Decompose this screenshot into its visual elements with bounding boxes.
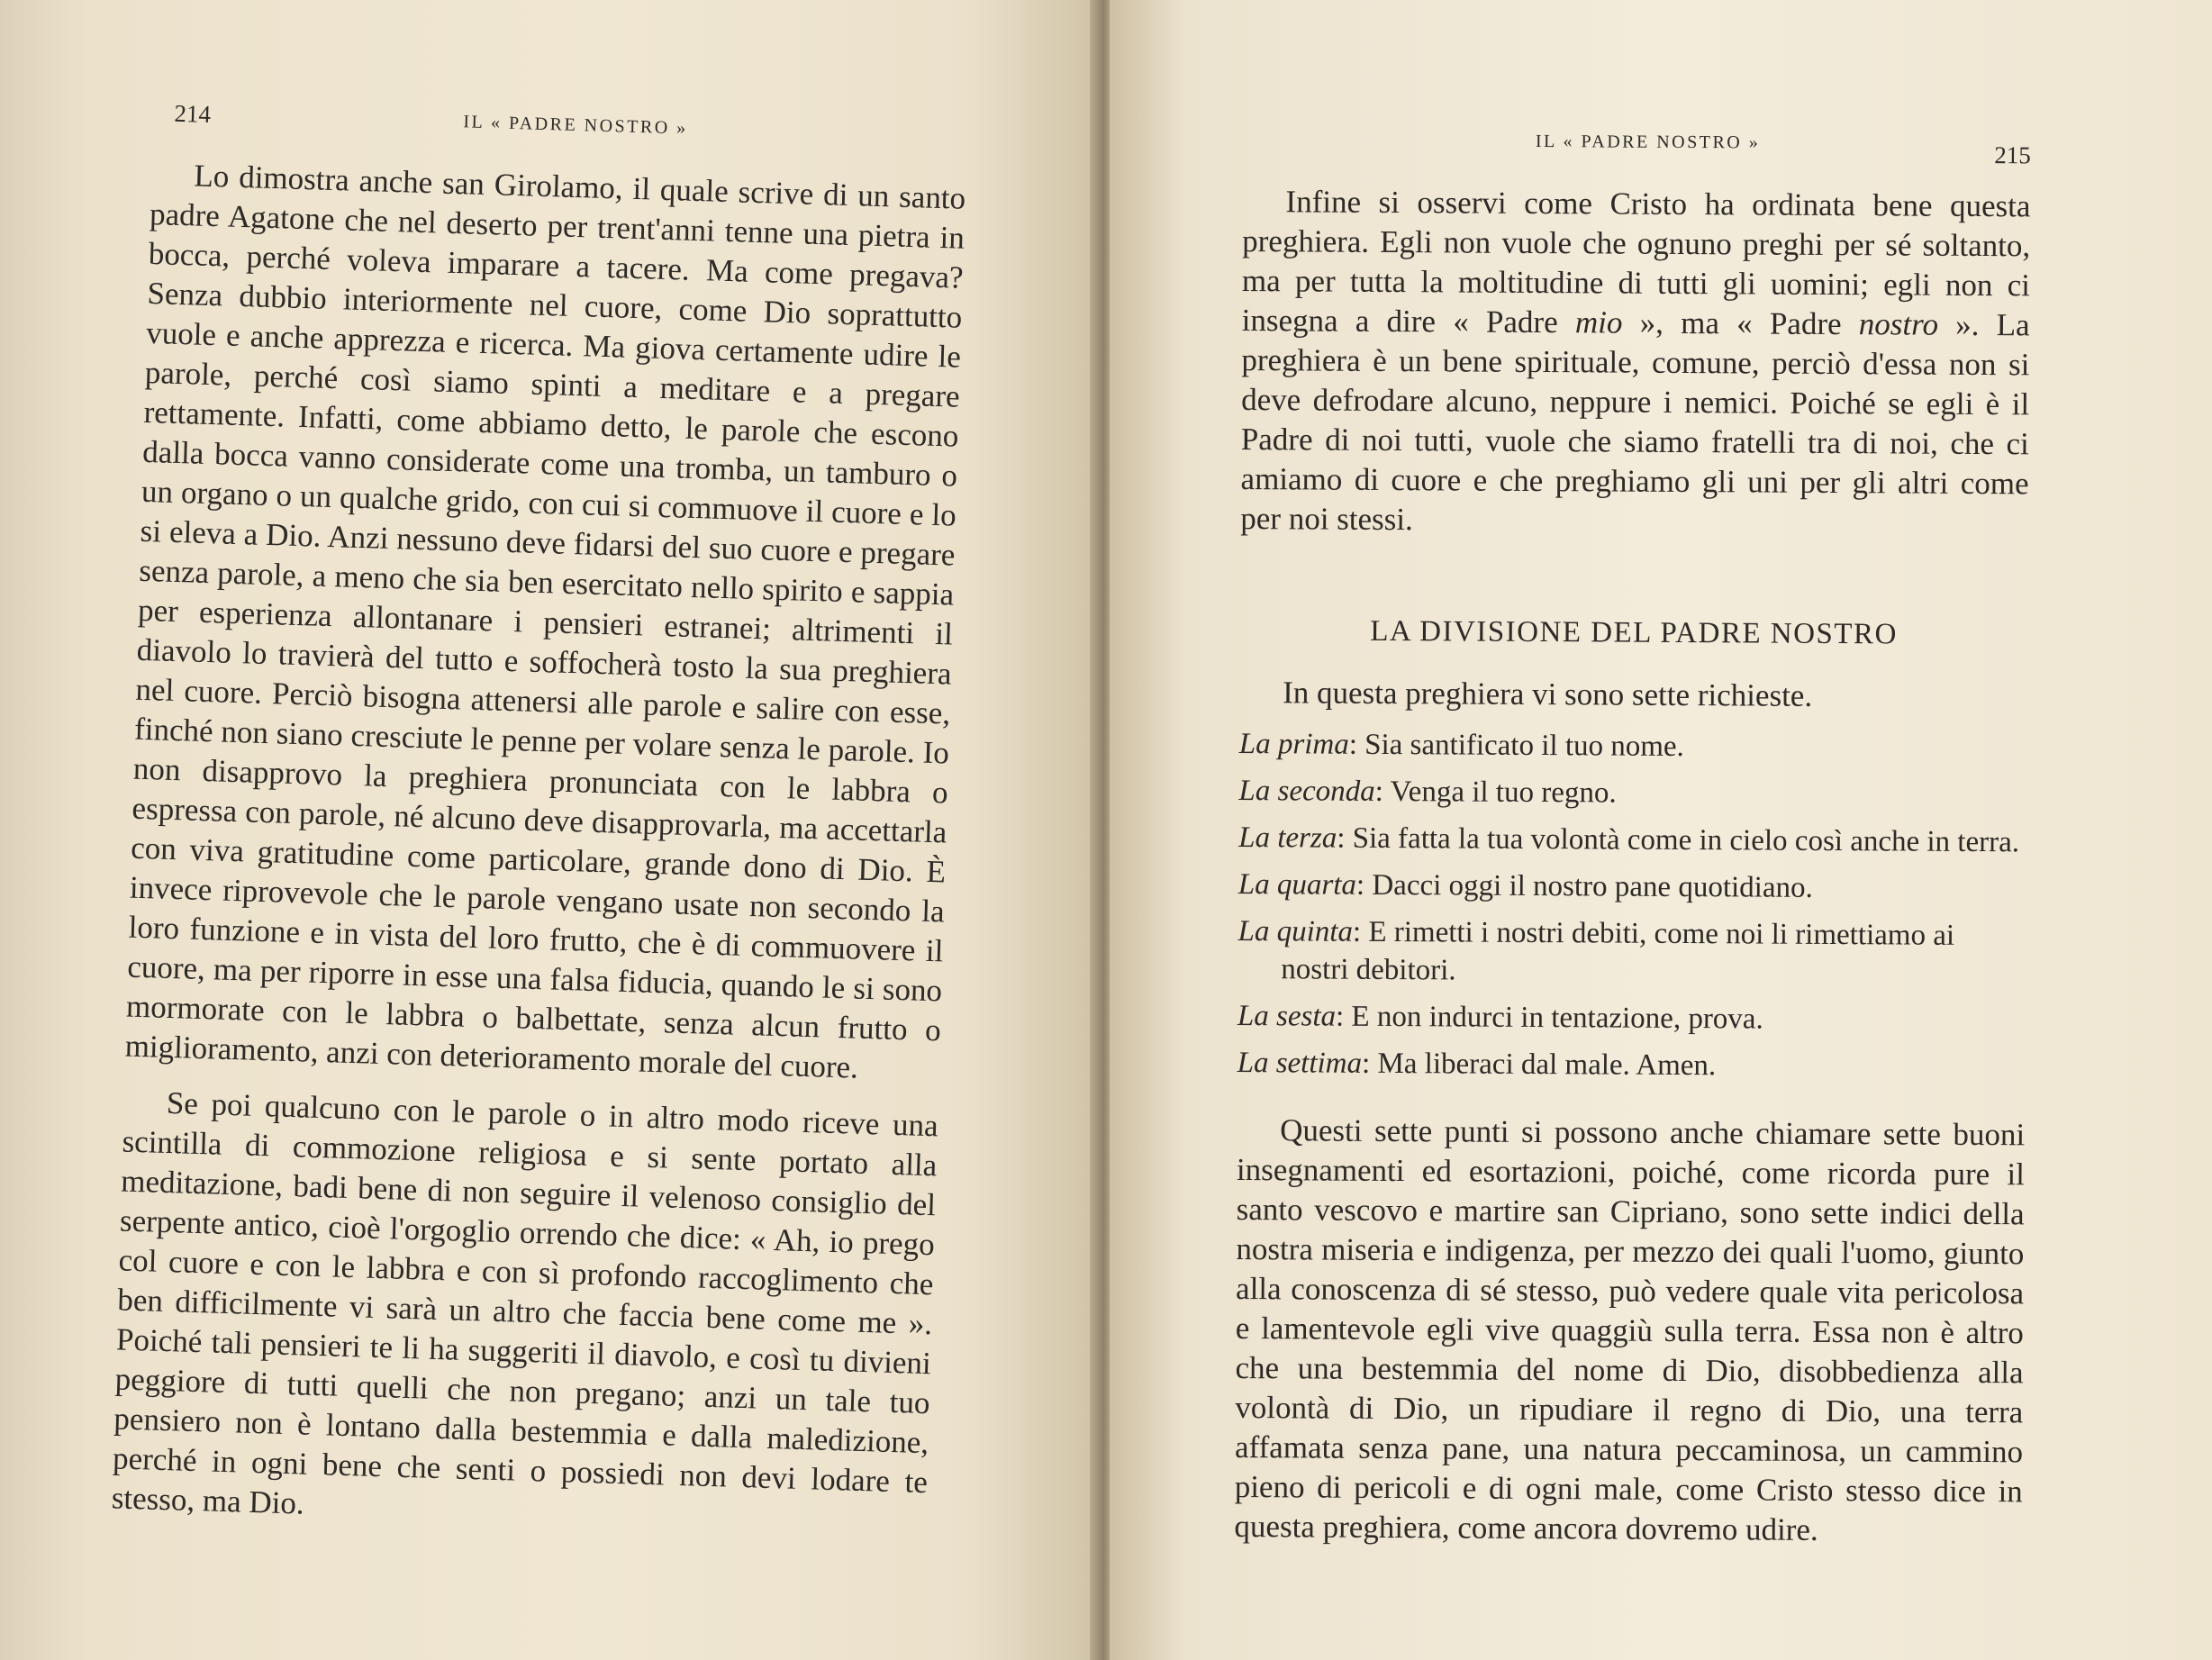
request-text: : Sia santificato il tuo nome. bbox=[1348, 728, 1684, 764]
request-label: La seconda bbox=[1238, 774, 1375, 808]
request-item bbox=[1237, 912, 2026, 993]
emphasis-mio: mio bbox=[1574, 304, 1623, 340]
request-label: La sesta bbox=[1237, 999, 1337, 1033]
left-header bbox=[152, 99, 968, 159]
left-paragraph: Lo dimostra anche san Girolamo, il quale scrive di un santo padre Agatone che nel deserto per trent'anni tenne una pietra in bocca, perché voleva imparare a tacere. Ma come pregava? Senza dubbio interiormente nel cuore, come Dio soprattutto vuole e anche apprezza e ricerca. Ma giova certamente udire le parole, perché così siamo spinti a meditare e a pregare rettamente. Infatti, come abbiamo detto, le parole che escono dalla bocca vanno considerate come una tromba, un tamburo o un organo o un qualche grido, con cui si commuove il cuore e lo si eleva a Dio. Anzi nessuno deve fidarsi del suo cuore e pregare senza parole, a meno che sia ben esercitato nello spirito e sappia per esperienza allontanare i pensieri estranei; altrimenti il diavolo lo travierà del tutto e soffocherà tosto la sua preghiera nel cuore. Perciò bisogna attenersi alle parole e salire con esse, finché non siano cresciute le penne per volare senza le parole. Io non disapprovo la preghiera pronunciata con le labbra o espressa con parole, né alcuno deve disapprovarla, ma accettarla con viva gratitudine come particolare, grande dono di Dio. È invece riprovevole che le parole vengano usate non secondo la loro funzione e in vista del loro frutto, che è di commuovere il cuore, ma per riporre in esse una falsa fiducia, quando le si sono mormorate con le labbra o balbettate, senza alcun frutto o miglioramento, anzi con deterioramento morale del cuore. bbox=[124, 158, 966, 1085]
request-text: : Ma liberaci dal male. Amen. bbox=[1361, 1047, 1717, 1083]
request-label: La quarta bbox=[1237, 867, 1357, 902]
request-item bbox=[1237, 1044, 2026, 1086]
request-item bbox=[1239, 725, 2027, 767]
request-item bbox=[1238, 772, 2026, 814]
intro-text: Infine si osservi come Cristo ha ordinata bene questa preghiera. Egli non vuole che ognuno preghi per sé soltanto, ma per tutta la moltitudine di tutti gli uomini; egli non ci insegna a dire « Padre bbox=[1241, 184, 2031, 340]
request-label: La terza bbox=[1238, 821, 1337, 855]
closing-paragraph: Questi sette punti si possono anche chiamare sette buoni insegnamenti ed esortazioni, poiché, come ricorda pure il santo vescovo e martire san Cipriano, sono sette indici della nostra miseria e indigenza, per mezzo dei quali l'uomo, giunto alla conoscenza di sé stesso, può vedere quale vita pericolosa e lamentevole egli vive quaggiù sulla terra. Essa non è altro che una bestemmia del nome di Dio, disobbedienza alla volontà di Dio, un ripudiare il regno di Dio, una terra affamata senza pane, una natura peccaminosa, un cammino pieno di pericoli e di ogni male, come Cristo stesso dice in questa preghiera, come ancora dovremo udire. bbox=[1234, 1112, 2026, 1547]
right-page-content bbox=[1234, 126, 2031, 1551]
request-item bbox=[1238, 819, 2026, 861]
requests-list bbox=[1237, 725, 2027, 1086]
request-text: : Dacci oggi il nostro pane quotidiano. bbox=[1355, 868, 1813, 904]
right-header bbox=[1243, 126, 2031, 167]
request-item bbox=[1238, 866, 2026, 908]
page-number-right: 215 bbox=[1994, 141, 2031, 169]
intro-text: ». La preghiera è un bene spirituale, comune, perciò d'essa non si deve defrodare alcuno, neppure i nemici. Poiché se egli è il Padre di noi tutti, vuole che siamo fratelli tra di noi, che ci amiamo di cuore e che preghiamo gli uni per gli altri come per noi stessi. bbox=[1240, 306, 2030, 538]
request-text: : Venga il tuo regno. bbox=[1374, 775, 1617, 810]
intro-text: », ma « Padre bbox=[1622, 304, 1859, 342]
page-number-left: 214 bbox=[174, 99, 212, 128]
left-page bbox=[0, 0, 1101, 1660]
requests-intro: In questa preghiera vi sono sette richieste. bbox=[1283, 675, 1813, 713]
request-item bbox=[1237, 997, 2026, 1039]
request-text: : Sia fatta la tua volontà come in cielo così anche in terra. bbox=[1337, 821, 2020, 859]
emphasis-nostro: nostro bbox=[1858, 306, 1939, 342]
request-text: : E non indurci in tentazione, prova. bbox=[1335, 1000, 1763, 1036]
request-label: La settima bbox=[1237, 1046, 1363, 1080]
running-head-right: IL « PADRE NOSTRO » bbox=[1535, 131, 1761, 153]
request-label: La quinta bbox=[1237, 914, 1354, 948]
request-label: La prima bbox=[1238, 727, 1349, 761]
left-page-content bbox=[111, 99, 967, 1542]
running-head-left: IL « PADRE NOSTRO » bbox=[463, 112, 688, 139]
left-paragraph: Se poi qualcuno con le parole o in altro modo riceve una scintilla di commozione religiosa e si sente portato alla meditazione, badi bene di non seguire il velenoso consiglio del serpente antico, cioè l'orgoglio orrendo che dice: « Ah, io prego col cuore e con le labbra e con sì profondo raccoglimento che ben difficilmente vi sarà un altro che faccia bene come me ». Poiché tali pensieri te li ha suggeriti il diavolo, e così tu divieni peggiore di tutti quelli che non pregano; anzi un tale tuo pensiero non è lontano dalla bestemmia e dalla maledizione, perché in ogni bene che senti o possiedi non devi lodare te stesso, ma Dio. bbox=[111, 1084, 939, 1521]
section-title: LA DIVISIONE DEL PADRE NOSTRO bbox=[1370, 614, 1898, 651]
intro-paragraph bbox=[1240, 182, 2030, 543]
request-text: : E rimetti i nostri debiti, come noi li rimettiamo ai nostri debitori. bbox=[1281, 915, 1955, 987]
right-page bbox=[1110, 0, 2212, 1660]
